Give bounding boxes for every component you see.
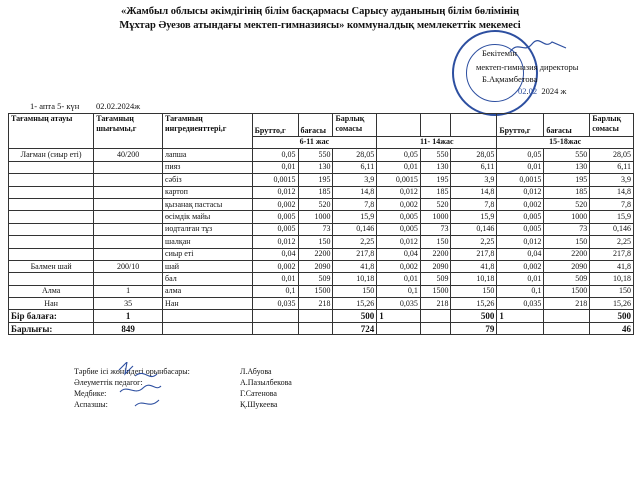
- cell-g3: 0,05: [497, 149, 544, 161]
- table-row: [9, 186, 634, 198]
- cell-g2: 0,005: [377, 211, 421, 223]
- cell-t3: 2,25: [590, 236, 634, 248]
- table-row: [9, 248, 634, 260]
- cell-p1: 509: [298, 273, 333, 285]
- cell-g2: 0,01: [377, 273, 421, 285]
- cell-p1: 2200: [298, 248, 333, 260]
- cell-g3: 0,002: [497, 260, 544, 272]
- cell-t3: 7,8: [590, 198, 634, 210]
- age-group-2: 11- 14жас: [377, 137, 497, 149]
- cell-p3: 1000: [544, 211, 590, 223]
- cell-t1: 15,26: [333, 298, 377, 310]
- cell-p3: 520: [544, 198, 590, 210]
- signature-name: Қ.Шукеева: [240, 400, 278, 409]
- cell-g3: 0,035: [497, 298, 544, 310]
- age-group-3: 15-18жас: [497, 137, 634, 149]
- cell-p1: 73: [298, 223, 333, 235]
- table-row: [9, 211, 634, 223]
- cell-g2: 0,0015: [377, 174, 421, 186]
- cell-p2: 520: [420, 198, 451, 210]
- col-price-3: бағасы: [544, 114, 590, 137]
- cell-p3: 195: [544, 174, 590, 186]
- cell-t2: 15,9: [451, 211, 497, 223]
- cell-g1: 0,012: [252, 236, 298, 248]
- cell-g3: 0,005: [497, 223, 544, 235]
- cell-t2: 10,18: [451, 273, 497, 285]
- cell-g1: 0,1: [252, 285, 298, 297]
- signature-role: Әлеуметтік педагог:: [74, 378, 143, 387]
- signature-role: Тәрбие ісі жөніндегі орынбасары:: [74, 367, 190, 376]
- cell-p2: 1500: [420, 285, 451, 297]
- menu-table: [8, 113, 634, 335]
- cell-g1: 0,002: [252, 198, 298, 210]
- cell-p1: 1500: [298, 285, 333, 297]
- cell-t2: 0,146: [451, 223, 497, 235]
- total-row: Барлығы: 849 724 79 46: [9, 322, 634, 334]
- cell-g1: 0,04: [252, 248, 298, 260]
- cell-p3: 1500: [544, 285, 590, 297]
- cell-dish: Алма: [9, 285, 94, 297]
- cell-g1: 0,012: [252, 186, 298, 198]
- cell-portion: [94, 186, 163, 198]
- cell-t2: 14,8: [451, 186, 497, 198]
- cell-g1: 0,05: [252, 149, 298, 161]
- table-row: [9, 149, 634, 161]
- header-line-2: Мұхтар Әуезов атындағы мектеп-гимназиясы» коммуналдық мемлекеттік мекемесі: [119, 20, 521, 31]
- col-total-1: Барлық сомасы: [333, 114, 377, 137]
- approval-director: Б.Ақмамбетова: [482, 74, 538, 84]
- director-signature: [508, 38, 568, 56]
- cell-portion: 200/10: [94, 260, 163, 272]
- cell-t3: 217,8: [590, 248, 634, 260]
- col-portion: Тағамның шығымы,г: [94, 114, 163, 149]
- cell-p1: 130: [298, 161, 333, 173]
- cell-ing: картоп: [163, 186, 253, 198]
- cell-p3: 2200: [544, 248, 590, 260]
- col-dish: Тағамның атауы: [9, 114, 94, 149]
- cell-p2: 150: [420, 236, 451, 248]
- cell-p1: 150: [298, 236, 333, 248]
- cell-dish: [9, 236, 94, 248]
- cell-t1: 2,25: [333, 236, 377, 248]
- col-ingredients: Тағамның ингредиенттері,г: [163, 114, 253, 149]
- signature-name: Л.Абуова: [240, 367, 272, 376]
- approval-title: Бекітемін: [482, 48, 517, 58]
- cell-dish: Лағман (сиыр еті): [9, 149, 94, 161]
- cell-t1: 7,8: [333, 198, 377, 210]
- cell-t1: 14,8: [333, 186, 377, 198]
- cell-p1: 218: [298, 298, 333, 310]
- table-row: [9, 161, 634, 173]
- cell-g1: 0,005: [252, 211, 298, 223]
- cell-g3: 0,005: [497, 211, 544, 223]
- cell-g2: 0,012: [377, 186, 421, 198]
- cell-ing: алма: [163, 285, 253, 297]
- table-row: [9, 273, 634, 285]
- cell-t2: 15,26: [451, 298, 497, 310]
- cell-portion: 35: [94, 298, 163, 310]
- cell-g1: 0,035: [252, 298, 298, 310]
- cell-g2: 0,035: [377, 298, 421, 310]
- handwritten-signatures: [115, 362, 195, 412]
- cell-p2: 218: [420, 298, 451, 310]
- table-row: [9, 298, 634, 310]
- cell-t2: 2,25: [451, 236, 497, 248]
- cell-g2: 0,002: [377, 260, 421, 272]
- cell-dish: [9, 248, 94, 260]
- cell-dish: [9, 161, 94, 173]
- cell-portion: [94, 248, 163, 260]
- signature-name: Г.Сатенова: [240, 389, 277, 398]
- cell-p3: 509: [544, 273, 590, 285]
- cell-g3: 0,012: [497, 236, 544, 248]
- cell-g3: 0,0015: [497, 174, 544, 186]
- col-price-1: бағасы: [298, 114, 333, 137]
- cell-t3: 15,9: [590, 211, 634, 223]
- cell-portion: [94, 161, 163, 173]
- cell-p2: 185: [420, 186, 451, 198]
- cell-g2: 0,05: [377, 149, 421, 161]
- cell-t3: 3,9: [590, 174, 634, 186]
- signature-role: Медбике:: [74, 389, 107, 398]
- cell-p2: 195: [420, 174, 451, 186]
- cell-ing: шай: [163, 260, 253, 272]
- cell-p3: 218: [544, 298, 590, 310]
- cell-g2: 0,1: [377, 285, 421, 297]
- cell-t3: 6,11: [590, 161, 634, 173]
- cell-p2: 73: [420, 223, 451, 235]
- cell-g1: 0,01: [252, 161, 298, 173]
- cell-t1: 41,8: [333, 260, 377, 272]
- cell-g3: 0,01: [497, 273, 544, 285]
- cell-p3: 550: [544, 149, 590, 161]
- cell-g1: 0,005: [252, 223, 298, 235]
- cell-p3: 73: [544, 223, 590, 235]
- cell-p1: 520: [298, 198, 333, 210]
- cell-g3: 0,01: [497, 161, 544, 173]
- cell-dish: Балмен шай: [9, 260, 94, 272]
- cell-t1: 10,18: [333, 273, 377, 285]
- cell-portion: [94, 211, 163, 223]
- cell-portion: [94, 236, 163, 248]
- cell-p2: 2200: [420, 248, 451, 260]
- cell-g3: 0,002: [497, 198, 544, 210]
- col-gross-1: Брутто,г: [252, 114, 298, 137]
- table-row: [9, 285, 634, 297]
- cell-dish: [9, 198, 94, 210]
- menu-date: 02.02.2024ж: [96, 101, 141, 111]
- signature-name: А.Пазылбекова: [240, 378, 292, 387]
- cell-portion: [94, 223, 163, 235]
- cell-ing: өсімдік майы: [163, 211, 253, 223]
- cell-g2: 0,04: [377, 248, 421, 260]
- cell-g1: 0,0015: [252, 174, 298, 186]
- per-child-row: Бір балаға: 1 500 1 500 1 500: [9, 310, 634, 322]
- cell-g1: 0,01: [252, 273, 298, 285]
- cell-g3: 0,012: [497, 186, 544, 198]
- cell-ing: пияз: [163, 161, 253, 173]
- cell-t2: 217,8: [451, 248, 497, 260]
- cell-g3: 0,1: [497, 285, 544, 297]
- cell-p1: 185: [298, 186, 333, 198]
- cell-ing: Нан: [163, 298, 253, 310]
- cell-g1: 0,002: [252, 260, 298, 272]
- cell-dish: [9, 211, 94, 223]
- cell-t3: 0,146: [590, 223, 634, 235]
- cell-ing: иодталған тұз: [163, 223, 253, 235]
- table-row: [9, 260, 634, 272]
- approval-position: мектеп-гимназия директоры: [476, 62, 579, 72]
- cell-dish: [9, 223, 94, 235]
- cell-ing: бал: [163, 273, 253, 285]
- table-row: [9, 174, 634, 186]
- cell-dish: Нан: [9, 298, 94, 310]
- col-total-3: Барлық сомасы: [590, 114, 634, 137]
- cell-portion: [94, 273, 163, 285]
- table-row: [9, 236, 634, 248]
- cell-p1: 550: [298, 149, 333, 161]
- cell-p3: 150: [544, 236, 590, 248]
- cell-t3: 41,8: [590, 260, 634, 272]
- cell-p1: 2090: [298, 260, 333, 272]
- cell-ing: қызанақ пастасы: [163, 198, 253, 210]
- age-group-1: 6-11 жас: [252, 137, 377, 149]
- cell-ing: сәбіз: [163, 174, 253, 186]
- cell-dish: [9, 186, 94, 198]
- cell-g3: 0,04: [497, 248, 544, 260]
- cell-p3: 130: [544, 161, 590, 173]
- cell-portion: [94, 174, 163, 186]
- cell-t1: 28,05: [333, 149, 377, 161]
- cell-p2: 2090: [420, 260, 451, 272]
- cell-ing: сиыр еті: [163, 248, 253, 260]
- cell-portion: 40/200: [94, 149, 163, 161]
- cell-t1: 6,11: [333, 161, 377, 173]
- week-day: 1- апта 5- күн: [30, 101, 80, 111]
- cell-p1: 1000: [298, 211, 333, 223]
- cell-t3: 150: [590, 285, 634, 297]
- cell-p3: 2090: [544, 260, 590, 272]
- cell-t2: 150: [451, 285, 497, 297]
- cell-t3: 14,8: [590, 186, 634, 198]
- cell-p1: 195: [298, 174, 333, 186]
- cell-t1: 15,9: [333, 211, 377, 223]
- cell-portion: [94, 198, 163, 210]
- cell-t3: 28,05: [590, 149, 634, 161]
- cell-t2: 28,05: [451, 149, 497, 161]
- cell-t2: 6,11: [451, 161, 497, 173]
- cell-p2: 130: [420, 161, 451, 173]
- cell-portion: 1: [94, 285, 163, 297]
- cell-g2: 0,012: [377, 236, 421, 248]
- cell-p3: 185: [544, 186, 590, 198]
- cell-t3: 10,18: [590, 273, 634, 285]
- cell-t3: 15,26: [590, 298, 634, 310]
- cell-p2: 509: [420, 273, 451, 285]
- cell-t2: 7,8: [451, 198, 497, 210]
- cell-dish: [9, 174, 94, 186]
- cell-t1: 3,9: [333, 174, 377, 186]
- cell-p2: 550: [420, 149, 451, 161]
- cell-ing: лапша: [163, 149, 253, 161]
- table-row: [9, 223, 634, 235]
- approval-date: 02.02 2024 ж: [518, 86, 567, 96]
- header-line-1: «Жамбыл облысы әкімдігінің білім басқармасы Сарысу ауданының білім бөлімінің: [120, 6, 520, 17]
- cell-t1: 217,8: [333, 248, 377, 260]
- cell-t1: 0,146: [333, 223, 377, 235]
- cell-g2: 0,005: [377, 223, 421, 235]
- cell-dish: [9, 273, 94, 285]
- col-gross-3: Брутто,г: [497, 114, 544, 137]
- table-row: [9, 198, 634, 210]
- cell-t2: 41,8: [451, 260, 497, 272]
- cell-g2: 0,002: [377, 198, 421, 210]
- cell-t2: 3,9: [451, 174, 497, 186]
- cell-t1: 150: [333, 285, 377, 297]
- cell-g2: 0,01: [377, 161, 421, 173]
- cell-p2: 1000: [420, 211, 451, 223]
- signature-role: Аспазшы:: [74, 400, 108, 409]
- cell-ing: шалқан: [163, 236, 253, 248]
